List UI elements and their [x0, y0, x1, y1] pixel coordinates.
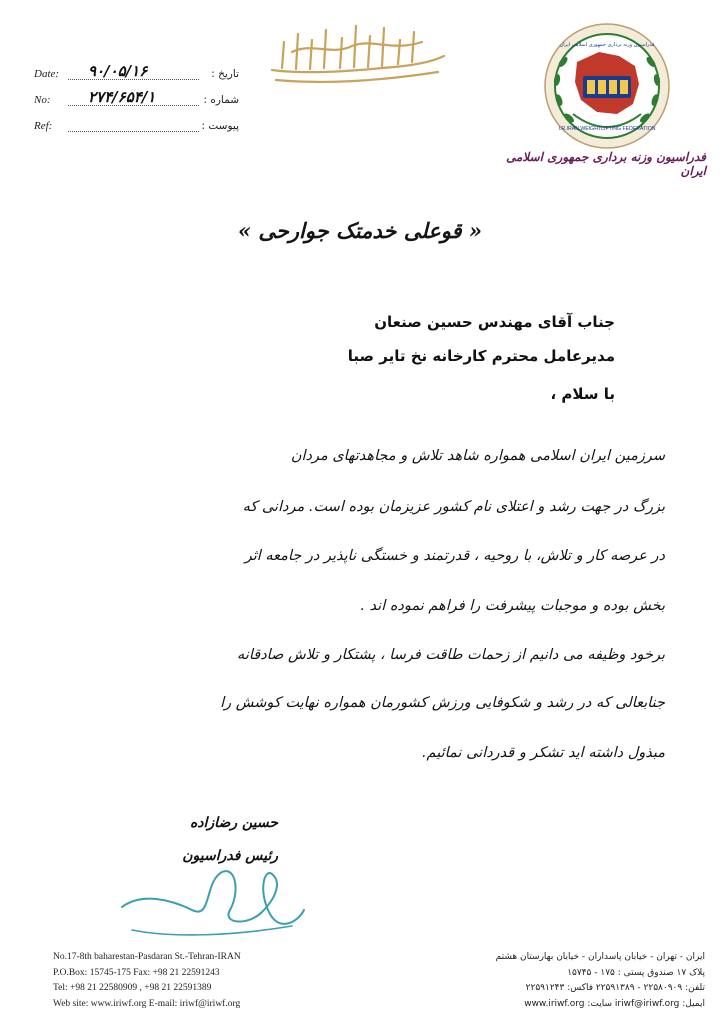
footer-tel-fax-fa: تلفن: ۲۲۵۸۰۹۰۹ - ۲۲۵۹۱۳۸۹ فاکس: ۲۲۵۹۱۲۴۳: [525, 983, 705, 993]
body-line: برخود وظیفه می دانیم از زحمات طاقت فرسا ، پشتکار و تلاش صادقانه: [237, 647, 665, 663]
greeting: با سلام ،: [550, 385, 615, 403]
signatory-name: حسین رضازاده: [189, 815, 278, 831]
number-row: [34, 90, 239, 116]
ref-label-fa: پیوست :: [201, 120, 239, 132]
signatory-title: رئیس فدراسیون: [182, 848, 278, 864]
date-row: [34, 64, 239, 90]
footer-web-email-en: Web site: www.iriwf.org E-mail: iriwf@iriwf.org: [53, 998, 241, 1009]
number-label-en: No:: [34, 94, 51, 106]
addressee-name: جناب آقای مهندس حسین صنعان: [374, 313, 615, 331]
date-label-en: Date:: [34, 68, 60, 80]
date-label-fa: تاریخ :: [211, 68, 239, 80]
federation-logo: [543, 22, 671, 150]
footer-web-email-fa: ایمیل: iriwf@iriwf.org سایت: www.iriwf.org: [524, 998, 705, 1009]
footer-contact-en: [53, 950, 313, 1012]
ref-label-en: Ref:: [34, 120, 53, 132]
letter-meta: [34, 64, 239, 142]
footer-contact-fa: [395, 950, 705, 1012]
ref-dots: [68, 131, 199, 132]
body-line: جنابعالی که در رشد و شکوفایی ورزش کشورمان همواره نهایت کوشش را: [220, 695, 665, 711]
body-line: در عرصه کار و تلاش، با روحیه ، قدرتمند و خستگی ناپذیر در جامعه اثر: [244, 548, 665, 564]
basmala-calligraphy: [262, 12, 452, 87]
footer-pobox-fax-en: P.O.Box: 15745-175 Fax: +98 21 22591243: [53, 967, 220, 978]
number-value: ۲۷۴/۶۵۴/۱: [88, 88, 156, 106]
footer-pobox-fa: پلاک ۱۷ صندوق پستی : ۱۷۵ - ۱۵۷۴۵: [567, 967, 705, 978]
org-name: فدراسیون وزنه برداری جمهوری اسلامی ایران: [505, 150, 706, 178]
handwritten-signature: [112, 852, 312, 942]
footer-address-en: No.17-8th baharestan-Pasdaran St.-Tehran-IRAN: [53, 952, 241, 962]
logo-text-en: I.R.IRAN WEIGHTLIFTING FEDERATION: [558, 126, 656, 132]
body-line: بخش بوده و موجبات پیشرفت را فراهم نموده اند .: [360, 598, 665, 614]
number-label-fa: شماره :: [203, 94, 239, 106]
footer-address-fa: ایران - تهران - خیابان پاسداران - خیابان بهارستان هشتم: [495, 952, 705, 962]
body-line: سرزمین ایران اسلامی همواره شاهد تلاش و مجاهدتهای مردان: [290, 448, 665, 464]
logo-text-fa: فدراسیون وزنه برداری جمهوری اسلامی ایران: [559, 42, 655, 48]
addressee-title: مدیرعامل محترم کارخانه نخ تایر صبا: [347, 347, 615, 365]
ref-row: [34, 116, 239, 142]
body-line: مبذول داشته اید تشکر و قدردانی نمائیم.: [421, 745, 665, 761]
body-line: بزرگ در جهت رشد و اعتلای نام کشور عزیزمان بوده است. مردانی که: [242, 499, 665, 515]
verse-heading: « قوعلی خدمتک جوارحی »: [237, 218, 483, 243]
date-value: ۹۰/۰۵/۱۶: [88, 62, 148, 80]
footer-tel-en: Tel: +98 21 22580909 , +98 21 22591389: [53, 983, 212, 993]
